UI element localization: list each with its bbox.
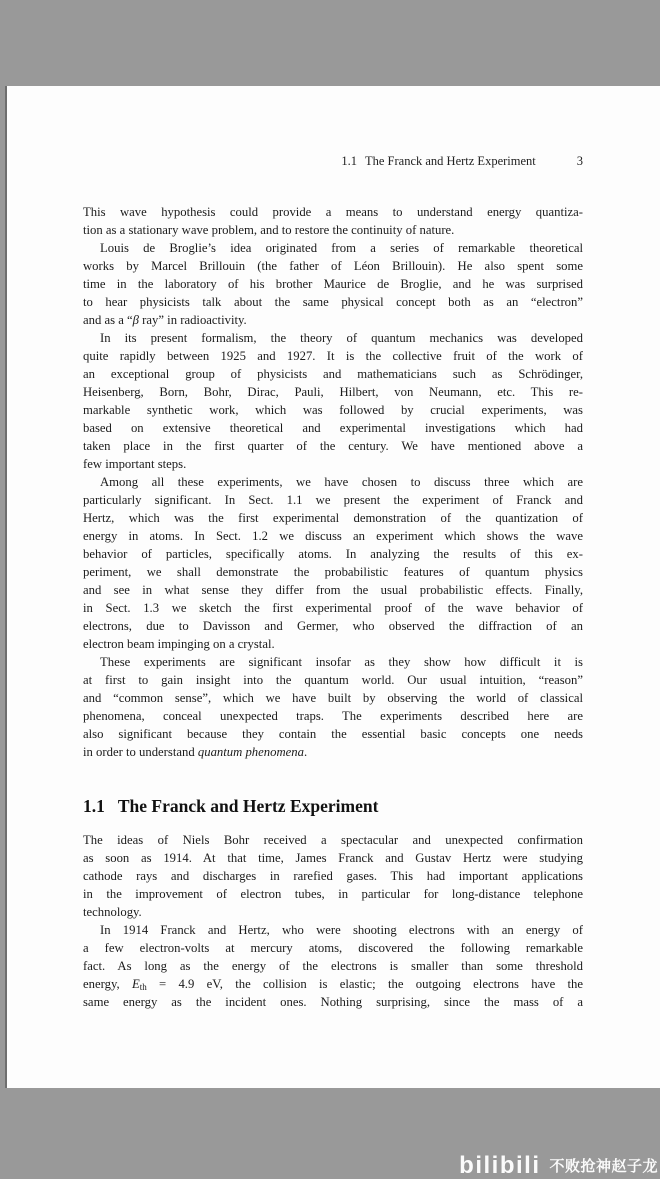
text-line: in order to understand quantum phenomena. (83, 745, 308, 759)
text-line: also significant because they contain the essential basic concepts one needs (83, 727, 583, 741)
running-header (83, 154, 583, 169)
text-line: and as a “β ray” in radioactivity. (83, 313, 247, 327)
page-content (83, 154, 583, 1011)
text-line: technology. (83, 905, 142, 919)
text-line: and see in what sense they differ from the usual probabilistic effects. Finally, (83, 583, 583, 597)
paragraph (83, 239, 583, 329)
text-line: based on extensive theoretical and experimental investigations which had (83, 421, 583, 435)
text-line: works by Marcel Brillouin (the father of Léon Brillouin). He also spent some (83, 259, 583, 273)
text-line: a few electron-volts at mercury atoms, discovered the following remarkable (83, 941, 583, 955)
text-line: same energy as the incident ones. Nothing surprising, since the mass of a (83, 995, 583, 1009)
paragraph (83, 203, 583, 239)
text-line: in Sect. 1.3 we sketch the first experimental proof of the wave behavior of (83, 601, 583, 615)
text-line: behavior of particles, specifically atoms. In analyzing the results of this ex- (83, 547, 583, 561)
book-page (5, 86, 660, 1088)
text-line: and “common sense”, which we have built by observing the world of classical (83, 691, 583, 705)
text-line: an exceptional group of physicists and mathematicians such as Schrödinger, (83, 367, 583, 381)
text-line: electron beam impinging on a crystal. (83, 637, 275, 651)
paragraph (83, 653, 583, 761)
watermark-text: 不败抢神赵子龙 (549, 1157, 658, 1175)
text-line: These experiments are significant insofar as they show how difficult it is (100, 655, 583, 669)
paragraph (83, 329, 583, 473)
text-line: phenomena, conceal unexpected traps. The experiments described here are (83, 709, 583, 723)
page-body (83, 203, 583, 1011)
section-heading-number: 1.1 (83, 796, 105, 816)
bilibili-logo: bilibili (459, 1152, 541, 1179)
running-header-section-number: 1.1 (341, 154, 357, 168)
paragraph (83, 921, 583, 1011)
text-line: The ideas of Niels Bohr received a spectacular and unexpected confirmation (83, 833, 583, 847)
text-line: energy, $E_{th} = 4.9$ eV, the collision is elastic; the outgoing electrons have the (83, 977, 584, 992)
text-line: This wave hypothesis could provide a means to understand energy quantiza- (83, 205, 583, 219)
text-line: electrons, due to Davisson and Germer, who observed the diffraction of an (83, 619, 583, 633)
text-line: time in the laboratory of his brother Maurice de Broglie, and he was surprised (83, 277, 583, 291)
text-line: quite rapidly between 1925 and 1927. It is the collective fruit of the work of (83, 349, 583, 363)
page-number: 3 (576, 154, 583, 168)
text-line: periment, we shall demonstrate the probabilistic features of quantum physics (83, 565, 583, 579)
text-line: Hertz, which was the first experimental demonstration of the quantization of (83, 511, 583, 525)
section-heading-title: The Franck and Hertz Experiment (117, 796, 379, 816)
running-header-section-title: The Franck and Hertz Experiment (364, 154, 536, 168)
text-line: markable synthetic work, which was followed by crucial experiments, was (83, 403, 583, 417)
text-line: particularly significant. In Sect. 1.1 we present the experiment of Franck and (83, 493, 583, 507)
text-line: In 1914 Franck and Hertz, who were shooting electrons with an energy of (100, 923, 583, 937)
text-line: tion as a stationary wave problem, and to restore the continuity of nature. (83, 223, 455, 237)
text-line: to hear physicists talk about the same physical concept both as an “electron” (83, 295, 583, 309)
paragraph (83, 831, 583, 921)
text-line: Louis de Broglie’s idea originated from a series of remarkable theoretical (100, 241, 583, 255)
text-line: fact. As long as the energy of the electrons is smaller than some threshold (83, 959, 583, 973)
watermark (459, 1154, 658, 1178)
text-line: Heisenberg, Born, Bohr, Dirac, Pauli, Hilbert, von Neumann, etc. This re- (83, 385, 583, 399)
text-line: taken place in the first quarter of the century. We have mentioned above a (83, 439, 583, 453)
paragraph (83, 473, 583, 653)
running-header-section (341, 154, 535, 169)
text-line: Among all these experiments, we have chosen to discuss three which are (100, 475, 583, 489)
text-line: cathode rays and discharges in rarefied gases. This had important applications (83, 869, 583, 883)
text-line: at first to gain insight into the quantum world. Our usual intuition, “reason” (83, 673, 583, 687)
section-heading (83, 795, 583, 817)
text-line: In its present formalism, the theory of quantum mechanics was developed (100, 331, 583, 345)
text-line: energy in atoms. In Sect. 1.2 we discuss an experiment which shows the wave (83, 529, 583, 543)
text-line: few important steps. (83, 457, 187, 471)
text-line: in the improvement of electron tubes, in particular for long-distance telephone (83, 887, 583, 901)
text-line: as soon as 1914. At that time, James Franck and Gustav Hertz were studying (83, 851, 583, 865)
